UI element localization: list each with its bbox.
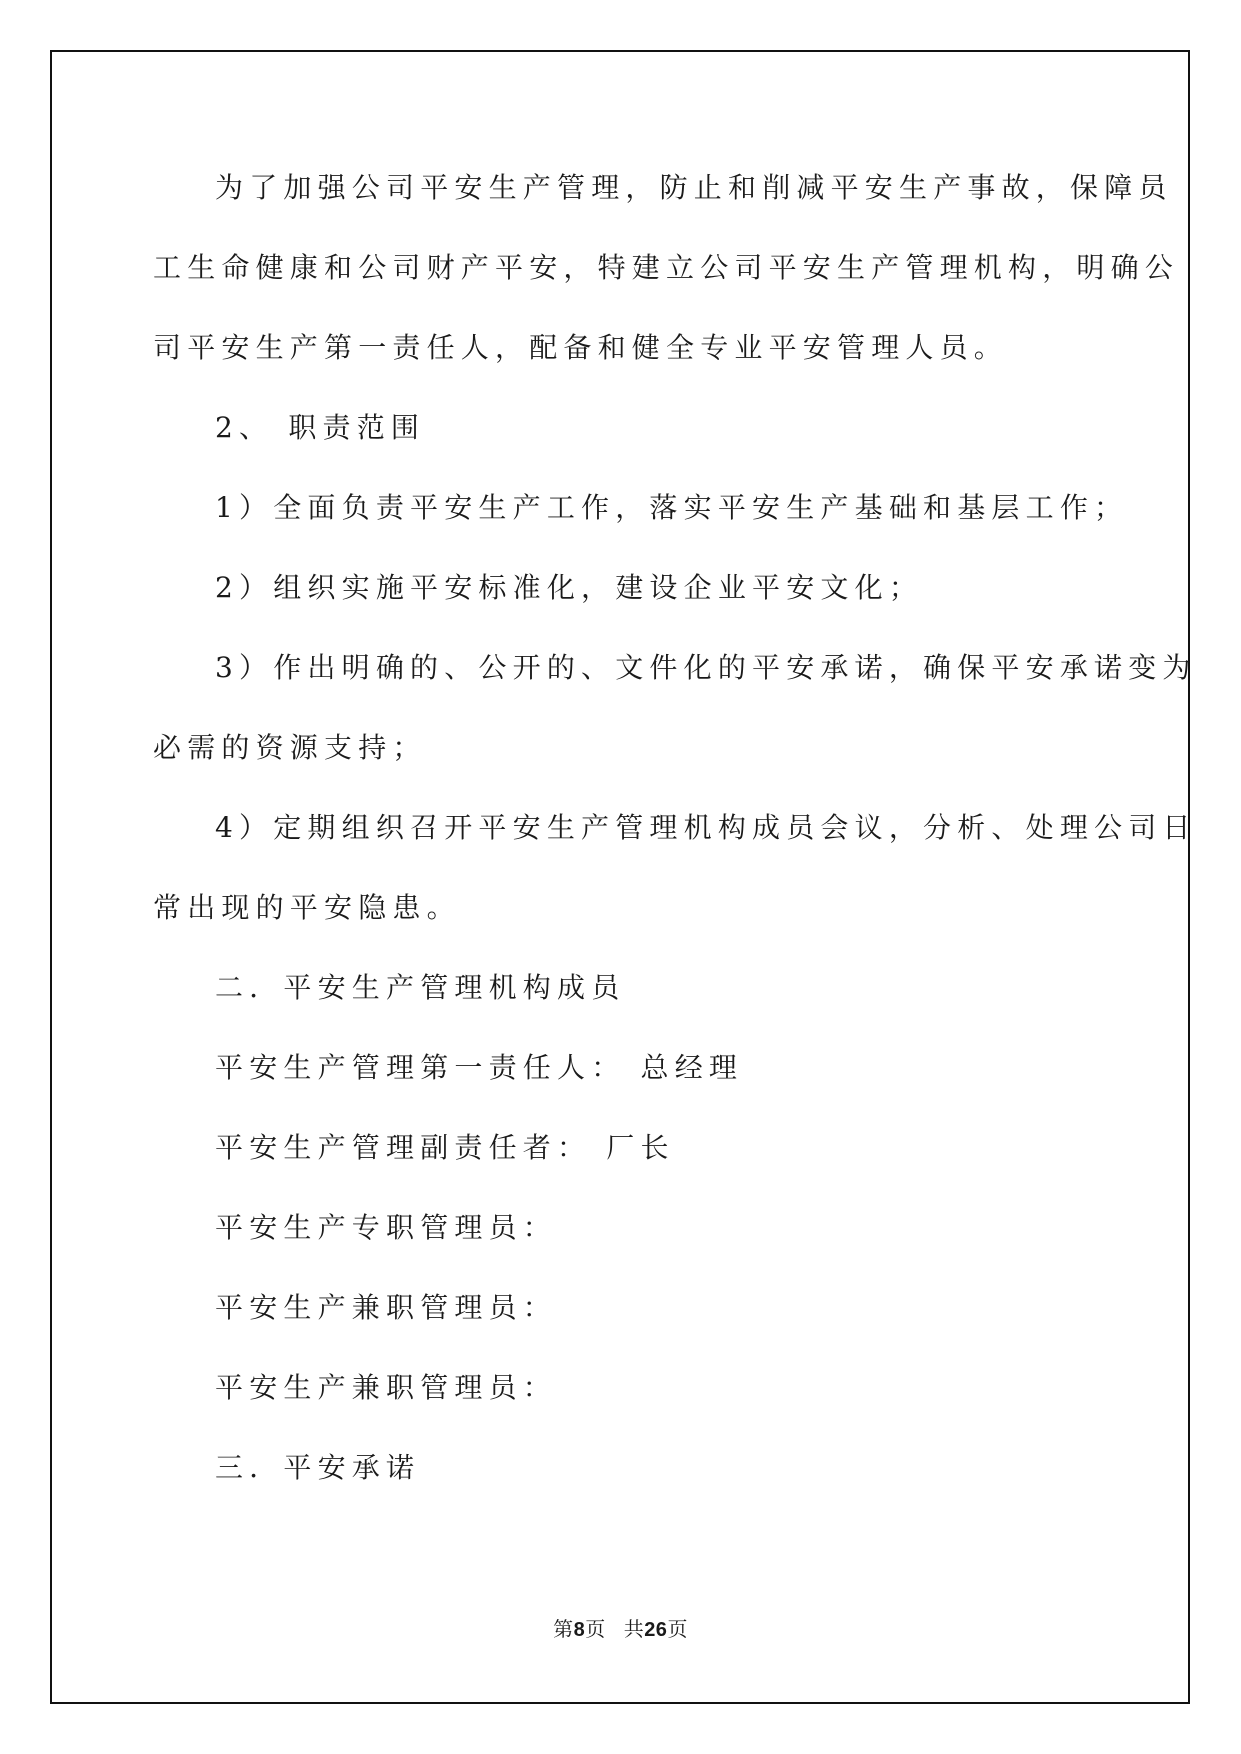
list-item: 4）定期组织召开平安生产管理机构成员会议，分析、处理公司日 (215, 811, 1197, 844)
paragraph-line: 司平安生产第一责任人，配备和健全专业平安管理人员。 (153, 331, 1009, 364)
list-item-continuation: 常出现的平安隐患。 (153, 891, 461, 924)
section-heading: 二．平安生产管理机构成员 (215, 971, 626, 1004)
section-heading: 2、 职责范围 (215, 411, 426, 444)
member-line: 平安生产兼职管理员： (215, 1291, 558, 1324)
total-pages: 26 (644, 1619, 668, 1641)
paragraph-line: 工生命健康和公司财产平安，特建立公司平安生产管理机构，明确公 (153, 251, 1180, 284)
list-item: 1）全面负责平安生产工作，落实平安生产基础和基层工作； (215, 491, 1129, 524)
footer-prefix: 第 (553, 1619, 574, 1641)
footer-page-suffix: 页 (585, 1619, 606, 1641)
list-item-continuation: 必需的资源支持； (153, 731, 427, 764)
footer-total-suffix: 页 (667, 1619, 688, 1641)
list-item: 2）组织实施平安标准化，建设企业平安文化； (215, 571, 924, 604)
footer-total-prefix: 共 (623, 1619, 645, 1641)
paragraph-line: 为了加强公司平安生产管理，防止和削减平安生产事故，保障员 (215, 171, 1173, 204)
list-item: 3）作出明确的、公开的、文件化的平安承诺，确保平安承诺变为 (215, 651, 1197, 684)
section-heading: 三．平安承诺 (215, 1451, 421, 1484)
member-line: 平安生产兼职管理员： (215, 1371, 558, 1404)
member-line: 平安生产管理副责任者： 厂长 (215, 1131, 675, 1164)
page-footer (0, 1613, 1241, 1642)
member-line: 平安生产管理第一责任人： 总经理 (215, 1051, 744, 1084)
member-line: 平安生产专职管理员： (215, 1211, 558, 1244)
page-number: 8 (573, 1619, 586, 1641)
